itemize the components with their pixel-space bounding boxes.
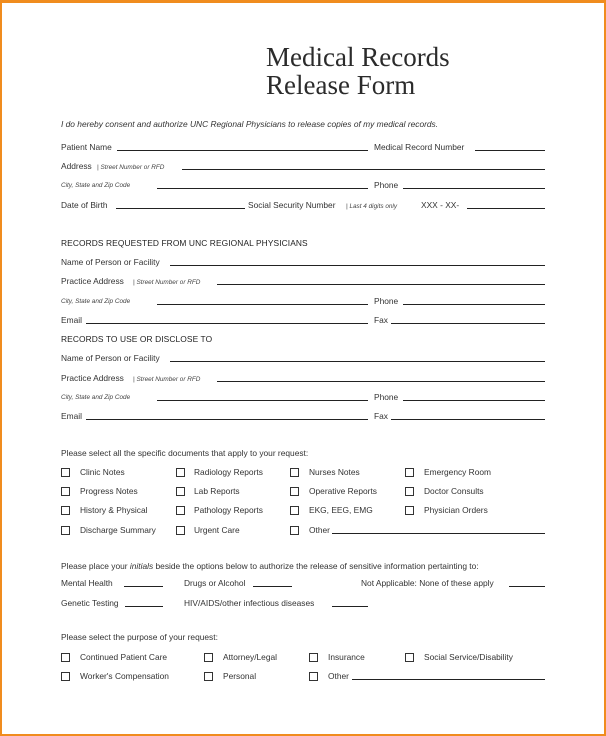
consent-statement: I do hereby consent and authorize UNC Regional Physicians to release copies of my medical records. (61, 119, 439, 129)
other-purpose-checkbox[interactable] (309, 672, 318, 681)
disclose-email-field[interactable] (86, 419, 368, 420)
social-service-label: Social Service/Disability (424, 652, 513, 662)
requested-phone-field[interactable] (403, 304, 545, 305)
patient-name-field[interactable] (117, 150, 368, 151)
other-purpose-field[interactable] (352, 679, 545, 680)
disclose-practice-address-label: Practice Address (61, 373, 124, 383)
requested-phone-label: Phone (374, 296, 399, 306)
purpose-prompt: Please select the purpose of your request: (61, 632, 218, 642)
discharge-summary-label: Discharge Summary (80, 525, 156, 535)
genetic-testing-label: Genetic Testing (61, 598, 119, 608)
hiv-aids-label: HIV/AIDS/other infectious diseases (184, 598, 315, 608)
radiology-reports-checkbox[interactable] (176, 468, 185, 477)
history-physical-checkbox[interactable] (61, 506, 70, 515)
disclose-city-state-zip-label: City, State and Zip Code (61, 394, 131, 401)
not-applicable-initials-field[interactable] (509, 586, 545, 587)
dob-field[interactable] (116, 208, 245, 209)
operative-reports-label: Operative Reports (309, 486, 377, 496)
insurance-label: Insurance (328, 652, 365, 662)
urgent-care-label: Urgent Care (194, 525, 240, 535)
disclose-email-label: Email (61, 411, 82, 421)
phone-field[interactable] (403, 188, 545, 189)
operative-reports-checkbox[interactable] (290, 487, 299, 496)
insurance-checkbox[interactable] (309, 653, 318, 662)
doctor-consults-label: Doctor Consults (424, 486, 484, 496)
address-label: Address (61, 161, 92, 171)
progress-notes-label: Progress Notes (80, 486, 138, 496)
ssn-field[interactable] (467, 208, 545, 209)
disclose-city-state-zip-field[interactable] (157, 400, 368, 401)
attorney-legal-checkbox[interactable] (204, 653, 213, 662)
other-document-checkbox[interactable] (290, 526, 299, 535)
requested-city-state-zip-label: City, State and Zip Code (61, 298, 131, 305)
disclose-phone-label: Phone (374, 392, 399, 402)
attorney-legal-label: Attorney/Legal (223, 652, 278, 662)
sensitive-prompt: Please place your initials beside the options below to authorize the release of sensitive information pertainting to: (61, 561, 479, 571)
form-title-line-1: Medical Records (266, 42, 450, 72)
address-hint: | Street Number or RFD (97, 164, 165, 171)
history-physical-label: History & Physical (80, 505, 148, 515)
disclose-practice-address-field[interactable] (217, 381, 545, 382)
physician-orders-checkbox[interactable] (405, 506, 414, 515)
disclose-fax-field[interactable] (391, 419, 545, 420)
personal-checkbox[interactable] (204, 672, 213, 681)
workers-compensation-label: Worker's Compensation (80, 671, 169, 681)
documents-prompt: Please select all the specific documents that apply to your request: (61, 448, 309, 458)
mental-health-label: Mental Health (61, 578, 113, 588)
ssn-hint: | Last 4 digits only (346, 203, 398, 210)
workers-compensation-checkbox[interactable] (61, 672, 70, 681)
requested-fax-field[interactable] (391, 323, 545, 324)
progress-notes-checkbox[interactable] (61, 487, 70, 496)
disclose-to-heading: RECORDS TO USE OR DISCLOSE TO (61, 334, 213, 344)
requested-street-hint: | Street Number or RFD (133, 279, 201, 286)
mental-health-initials-field[interactable] (124, 586, 163, 587)
emergency-room-label: Emergency Room (424, 467, 492, 477)
drugs-alcohol-initials-field[interactable] (253, 586, 292, 587)
requested-email-label: Email (61, 315, 82, 325)
clinic-notes-checkbox[interactable] (61, 468, 70, 477)
requested-email-field[interactable] (86, 323, 368, 324)
disclose-facility-field[interactable] (170, 361, 545, 362)
patient-name-label: Patient Name (61, 142, 112, 152)
clinic-notes-label: Clinic Notes (80, 467, 125, 477)
other-purpose-label: Other (328, 671, 349, 681)
medical-record-number-label: Medical Record Number (374, 142, 465, 152)
city-state-zip-field[interactable] (157, 188, 368, 189)
personal-label: Personal (223, 671, 257, 681)
address-field[interactable] (182, 169, 545, 170)
nurses-notes-checkbox[interactable] (290, 468, 299, 477)
requested-city-state-zip-field[interactable] (157, 304, 368, 305)
continued-patient-care-checkbox[interactable] (61, 653, 70, 662)
discharge-summary-checkbox[interactable] (61, 526, 70, 535)
drugs-alcohol-label: Drugs or Alcohol (184, 578, 246, 588)
ekg-eeg-emg-label: EKG, EEG, EMG (309, 505, 373, 515)
ssn-mask: XXX - XX- (421, 200, 460, 210)
not-applicable-label: Not Applicable: None of these apply (361, 578, 494, 588)
ssn-label: Social Security Number (248, 200, 336, 210)
other-document-field[interactable] (332, 533, 545, 534)
requested-facility-label: Name of Person or Facility (61, 257, 160, 267)
other-document-label: Other (309, 525, 330, 535)
disclose-street-hint: | Street Number or RFD (133, 376, 201, 383)
disclose-fax-label: Fax (374, 411, 388, 421)
pathology-reports-label: Pathology Reports (194, 505, 263, 515)
phone-label: Phone (374, 180, 399, 190)
radiology-reports-label: Radiology Reports (194, 467, 263, 477)
urgent-care-checkbox[interactable] (176, 526, 185, 535)
ekg-eeg-emg-checkbox[interactable] (290, 506, 299, 515)
disclose-facility-label: Name of Person or Facility (61, 353, 160, 363)
disclose-phone-field[interactable] (403, 400, 545, 401)
form-title-line-2: Release Form (266, 70, 416, 100)
physician-orders-label: Physician Orders (424, 505, 488, 515)
doctor-consults-checkbox[interactable] (405, 487, 414, 496)
requested-practice-address-field[interactable] (217, 284, 545, 285)
pathology-reports-checkbox[interactable] (176, 506, 185, 515)
lab-reports-checkbox[interactable] (176, 487, 185, 496)
emergency-room-checkbox[interactable] (405, 468, 414, 477)
city-state-zip-label: City, State and Zip Code (61, 182, 131, 189)
dob-label: Date of Birth (61, 200, 108, 210)
requested-from-heading: RECORDS REQUESTED FROM UNC REGIONAL PHYSICIANS (61, 238, 308, 248)
nurses-notes-label: Nurses Notes (309, 467, 360, 477)
lab-reports-label: Lab Reports (194, 486, 240, 496)
requested-fax-label: Fax (374, 315, 388, 325)
social-service-checkbox[interactable] (405, 653, 414, 662)
continued-patient-care-label: Continued Patient Care (80, 652, 168, 662)
genetic-testing-initials-field[interactable] (125, 606, 163, 607)
requested-facility-field[interactable] (170, 265, 545, 266)
hiv-aids-initials-field[interactable] (332, 606, 368, 607)
requested-practice-address-label: Practice Address (61, 276, 124, 286)
medical-record-number-field[interactable] (475, 150, 545, 151)
